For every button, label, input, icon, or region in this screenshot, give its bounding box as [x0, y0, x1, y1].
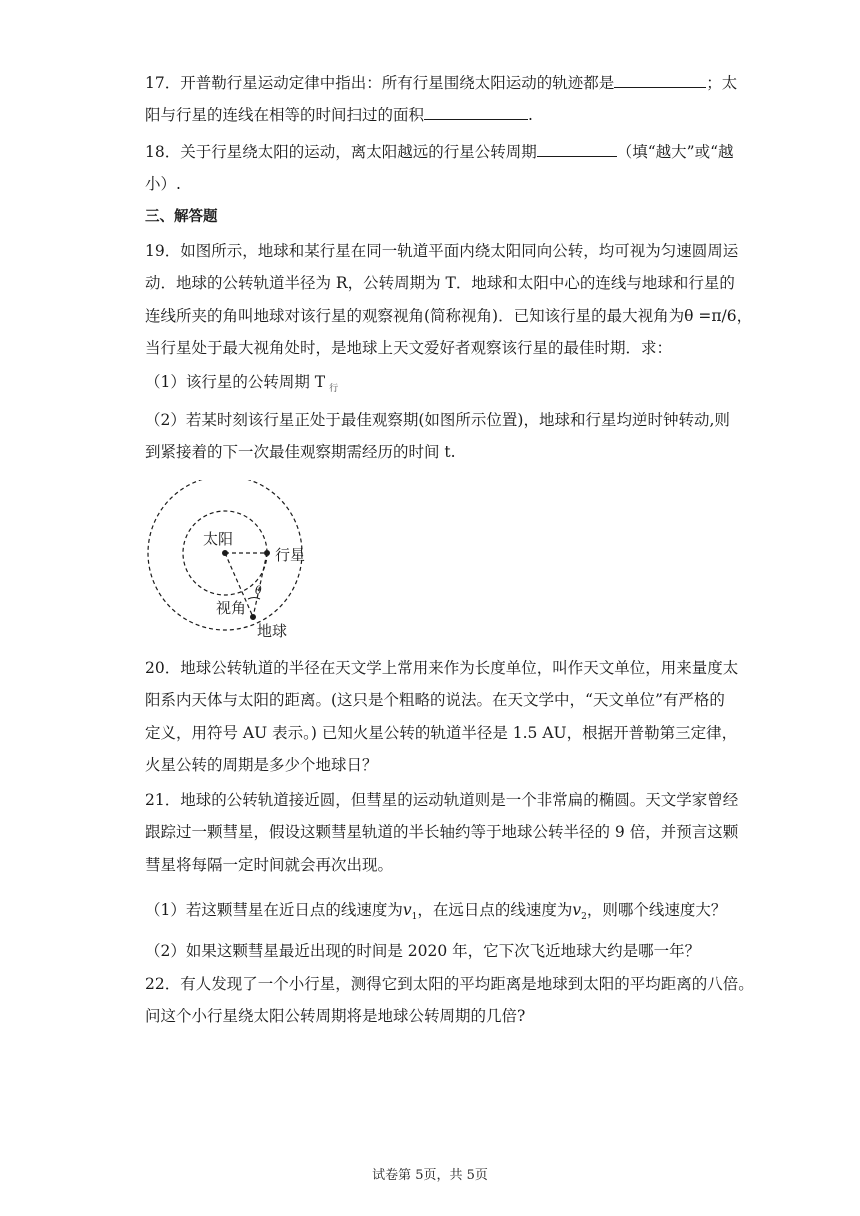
q21-part-1-text-b: ，在远日点的线速度为	[417, 901, 573, 919]
q19-line-3: 连线所夹的角叫地球对该行星的观察视角(简称视角)．已知该行星的最大视角为θ =π/6，	[145, 307, 753, 325]
q21-part-1	[145, 900, 725, 927]
q21-part-1-text-a: （1）若这颗彗星在近日点的线速度为	[145, 901, 403, 919]
q17-line-1	[145, 73, 738, 93]
angle-arc	[248, 598, 260, 600]
q22-line-2: 问这个小行星绕太阳公转周期将是地球公转周期的几倍?	[145, 1007, 526, 1025]
theta-symbol: θ	[255, 584, 262, 597]
v1-symbol: $v_1$	[402, 901, 418, 923]
q19-part-2-line-2: 到紧接着的下一次最佳观察期需经历的时间 t.	[145, 443, 456, 461]
q19-line-1: 19．如图所示，地球和某行星在同一轨道平面内绕太阳同向公转，均可视为匀速圆周运	[145, 242, 739, 260]
q20-line-1: 20．地球公转轨道的半径在天文学上常用来作为长度单位，叫作天文单位，用来量度太	[145, 659, 739, 677]
page-footer: 试卷第 5页，共 5页	[372, 1168, 488, 1183]
q17-text-d: .	[528, 106, 533, 124]
v2-symbol: $v_2$	[572, 901, 587, 923]
q21-part-2: （2）如果这颗彗星最近出现的时间是 2020 年，它下次飞近地球大约是哪一年？	[145, 942, 701, 960]
q19-part-1	[145, 372, 725, 399]
q19-part-2-line-1: （2）若某时刻该行星正处于最佳观察期(如图所示位置)，地球和行星均逆时钟转动,则	[145, 411, 730, 429]
q17-text-b: ；太	[706, 74, 738, 92]
q18-line-2: 小）.	[145, 175, 181, 193]
q20-line-4: 火星公转的周期是多少个地球日？	[145, 756, 378, 774]
q21-part-1-text-c: ，则哪个线速度大？	[586, 901, 727, 919]
q18-text-b: （填“越大”或“越	[616, 143, 734, 161]
q17-text-a: 17．开普勒行星运动定律中指出：所有行星围绕太阳运动的轨迹都是	[145, 74, 615, 92]
q18-line-1	[145, 142, 734, 162]
sun-dot	[222, 550, 228, 556]
orbit-diagram	[145, 480, 315, 645]
q17-blank-2[interactable]	[424, 105, 528, 120]
q20-line-2: 阳系内天体与太阳的距离。(这只是个粗略的说法。在天文学中，“天文单位”有严格的	[145, 691, 725, 709]
q19-line-2: 动．地球的公转轨道半径为 R，公转周期为 T．地球和太阳中心的连线与地球和行星的	[145, 274, 735, 292]
q17-blank-1[interactable]	[614, 73, 706, 88]
q18-text-a: 18．关于行星绕太阳的运动，离太阳越远的行星公转周期	[145, 143, 537, 161]
planet-dot	[264, 550, 270, 556]
q21-line-2: 跟踪过一颗彗星，假设这颗彗星轨道的半长轴约等于地球公转半径的 9 倍，并预言这颗	[145, 823, 739, 841]
q19-part-1-text: （1）该行星的公转周期 T	[145, 373, 326, 391]
q19-line-4: 当行星处于最大视角处时，是地球上天文爱好者观察该行星的最佳时期．求：	[145, 339, 673, 357]
planet-label: 行星	[275, 546, 306, 564]
q21-line-3: 彗星将每隔一定时间就会再次出现。	[145, 856, 394, 874]
sun-label: 太阳	[203, 530, 234, 548]
angle-label: 视角	[216, 599, 247, 617]
q20-line-3: 定义，用符号 AU 表示。) 已知火星公转的轨道半径是 1.5 AU，根据开普勒第三定律，	[145, 724, 738, 742]
earth-label: 地球	[257, 622, 288, 640]
q17-text-c: 阳与行星的连线在相等的时间扫过的面积	[145, 106, 425, 124]
q17-line-2	[145, 105, 725, 125]
q21-line-1: 21．地球的公转轨道接近圆，但彗星的运动轨道则是一个非常扁的椭圆。天文学家曾经	[145, 791, 739, 809]
earth-dot	[250, 614, 256, 620]
q18-blank[interactable]	[537, 142, 617, 157]
q22-line-1: 22．有人发现了一个小行星，测得它到太阳的平均距离是地球到太阳的平均距离的八倍。	[145, 975, 754, 993]
section-heading: 三、解答题	[145, 209, 218, 225]
q19-part-1-subscript: 行	[329, 384, 339, 394]
